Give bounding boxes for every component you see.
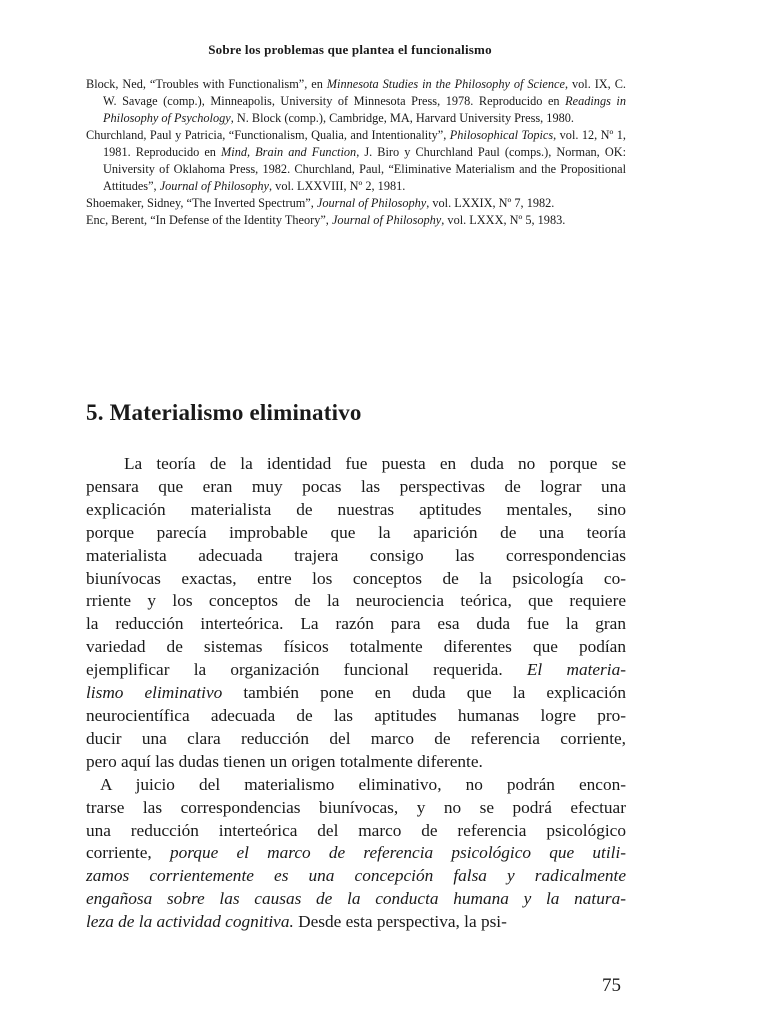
body-text bbox=[86, 453, 626, 934]
text-run: pero aquí las dudas tienen un origen totalmente diferente. bbox=[86, 751, 483, 771]
bibliography-entry bbox=[86, 195, 626, 212]
page-number: 75 bbox=[602, 975, 621, 996]
text-run: la reducción interteórica. La razón para esa duda fue la gran bbox=[86, 614, 626, 634]
bibliography bbox=[86, 76, 626, 229]
text-run: , N. Block (comp.), Cambridge, MA, Harvard University Press, 1980. bbox=[230, 111, 574, 125]
paragraph bbox=[86, 774, 626, 934]
text-line bbox=[86, 888, 626, 911]
text-run: ejemplificar la organización funcional requerida. bbox=[86, 660, 527, 680]
text-run: rriente y los conceptos de la neurociencia teórica, que requiere bbox=[86, 591, 626, 611]
text-line bbox=[86, 476, 626, 499]
text-line bbox=[86, 911, 626, 934]
text-run: Desde esta perspectiva, la psi- bbox=[293, 912, 507, 932]
text-line bbox=[86, 545, 626, 568]
text-run: variedad de sistemas físicos totalmente diferentes que podían bbox=[86, 637, 626, 657]
text-run: Block, Ned, “Troubles with Functionalism”, en bbox=[86, 77, 327, 91]
italic-text: Journal of Philosophy bbox=[159, 179, 270, 193]
text-run: Shoemaker, Sidney, “The Inverted Spectrum”, bbox=[86, 196, 317, 210]
text-run: , vol. LXXIX, Nº 7, 1982. bbox=[426, 196, 555, 210]
text-line bbox=[86, 751, 626, 774]
text-line bbox=[86, 590, 626, 613]
italic-text: lismo eliminativo bbox=[86, 683, 223, 703]
text-run: biunívocas exactas, entre los conceptos de la psicología co- bbox=[86, 568, 626, 588]
text-line bbox=[86, 797, 626, 820]
bibliography-entry bbox=[86, 127, 626, 195]
paragraph bbox=[86, 453, 626, 774]
italic-text: zamos corrientemente es una concepción falsa y radicalmente bbox=[86, 866, 626, 886]
text-line bbox=[86, 613, 626, 636]
text-run: A juicio del materialismo eliminativo, no podrán encon- bbox=[100, 774, 626, 794]
text-line bbox=[86, 728, 626, 751]
text-line bbox=[86, 659, 626, 682]
text-run: , vol. IX, C. W. Savage (comp.), Minneapolis, University of Minnesota Press, 1978. Reproducido en bbox=[103, 77, 626, 108]
text-run: materialista adecuada trajera consigo las correspondencias bbox=[86, 545, 626, 565]
text-run: Enc, Berent, “In Defense of the Identity Theory”, bbox=[86, 213, 332, 227]
text-run: Churchland, Paul y Patricia, “Functionalism, Qualia, and Intentionality”, bbox=[86, 128, 450, 142]
italic-text: porque el marco de referencia psicológico que utili- bbox=[169, 843, 626, 863]
text-run: pensara que eran muy pocas las perspectivas de lograr una bbox=[86, 476, 626, 496]
text-run: una reducción interteórica del marco de referencia psicológico bbox=[86, 820, 626, 840]
italic-text: leza de la actividad cognitiva. bbox=[86, 912, 294, 932]
italic-text: Philosophical Topics bbox=[449, 128, 554, 142]
text-run: también pone en duda que la explicación bbox=[222, 683, 626, 703]
text-run: , vol. 12, Nº 1, 1981. Reproducido en bbox=[103, 128, 626, 159]
text-run: neurocientífica adecuada de las aptitudes humanas logre pro- bbox=[86, 705, 626, 725]
text-line bbox=[86, 453, 626, 476]
bibliography-entry bbox=[86, 212, 626, 229]
text-run: La teoría de la identidad fue puesta en duda no porque se bbox=[124, 454, 626, 473]
text-line bbox=[86, 522, 626, 545]
text-line bbox=[86, 842, 626, 865]
text-run: , vol. LXXVIII, Nº 2, 1981. bbox=[269, 179, 406, 193]
italic-text: El materia- bbox=[526, 660, 626, 680]
running-head: Sobre los problemas que plantea el funcionalismo bbox=[208, 42, 492, 57]
text-line bbox=[86, 568, 626, 591]
italic-text: Journal of Philosophy bbox=[316, 196, 427, 210]
italic-text: Journal of Philosophy bbox=[331, 213, 442, 227]
text-line bbox=[86, 636, 626, 659]
italic-text: Mind, Brain and Function bbox=[221, 145, 357, 159]
text-run: explicación materialista de nuestras aptitudes mentales, sino bbox=[86, 499, 626, 519]
text-line bbox=[86, 774, 626, 797]
text-run: ducir una clara reducción del marco de referencia corriente, bbox=[86, 728, 626, 748]
italic-text: engañosa sobre las causas de la conducta humana y la natura- bbox=[86, 889, 626, 909]
italic-text: Readings in Philosophy of Psychology bbox=[103, 94, 626, 125]
text-run: trarse las correspondencias biunívocas, y no se podrá efectuar bbox=[86, 797, 626, 817]
bibliography-entry bbox=[86, 76, 626, 127]
text-line bbox=[86, 705, 626, 728]
text-run: porque parecía improbable que la aparición de una teoría bbox=[86, 522, 626, 542]
chapter-title: 5. Materialismo eliminativo bbox=[86, 400, 362, 425]
text-line bbox=[86, 499, 626, 522]
italic-text: Minnesota Studies in the Philosophy of Science bbox=[326, 77, 565, 91]
text-run: corriente, bbox=[86, 843, 170, 863]
text-run: , vol. LXXX, Nº 5, 1983. bbox=[441, 213, 566, 227]
text-line bbox=[86, 820, 626, 843]
text-run: , J. Biro y Churchland Paul (comps.), Norman, OK: University of Oklahoma Press, 1982. Churchland, Paul, “Eliminative Materialism and the Propositional Attitudes”, bbox=[103, 145, 627, 193]
text-line bbox=[86, 682, 626, 705]
text-line bbox=[86, 865, 626, 888]
